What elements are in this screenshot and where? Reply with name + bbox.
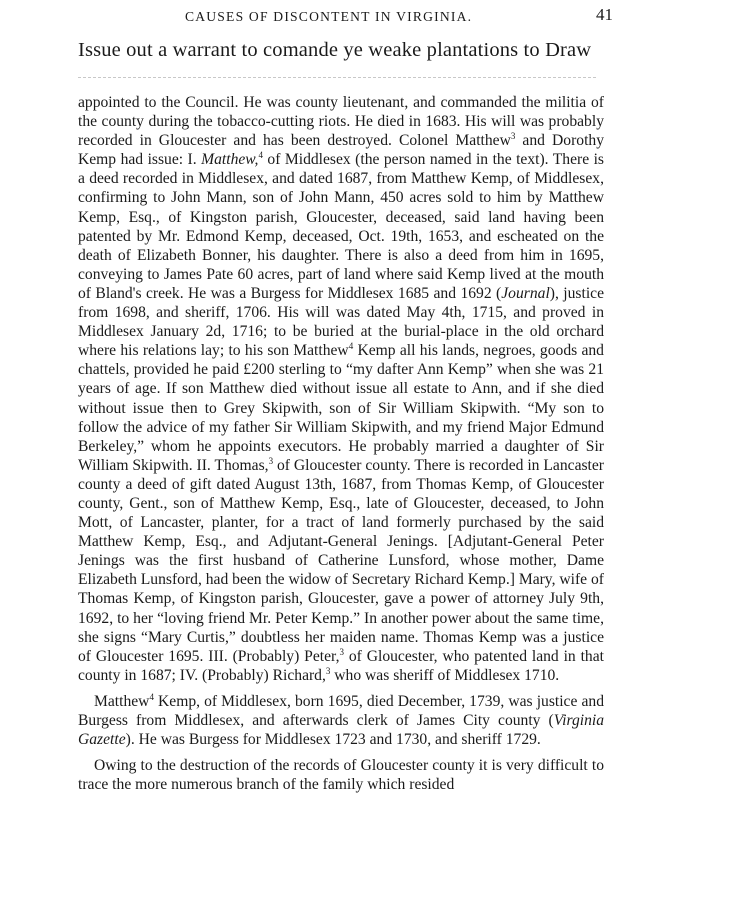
footnote-body [78,93,604,794]
text-run: Kemp, of Middlesex, born 1695, died December, 1739, was justice and Burgess from Middlesex, and afterwards clerk of James City county ( [78,692,604,729]
paragraph [78,93,604,685]
text-run: ). He was Burgess for Middlesex 1723 and 1730, and sheriff 1729. [125,731,541,749]
footnote-marker: 3 [325,665,331,676]
divider-rule [78,77,596,78]
footnote-marker: 3 [268,455,274,466]
page-number: 41 [596,5,613,24]
text-run: who was sheriff of Middlesex 1710. [330,666,560,684]
text-run: ), justice from 1698, and sheriff, 1706. His will was dated May 4th, 1715, and proved in Middlesex January 2d, 1716; to be buried at the burial-place in the old orchard where his relations lay; to his son Matthew [78,284,605,360]
italic-text: Virginia Gazette [78,712,604,749]
running-head: CAUSES OF DISCONTENT IN VIRGINIA. [185,9,473,24]
page-header [0,4,741,28]
text-run: of Middlesex (the person named in the text). There is a deed recorded in Middlesex, and dated 1687, from Matthew Kemp, of Middlesex, confirming to John Mann, son of John Mann, 450 acres sold to him by Matthew Kemp, Esq., of Kingston parish, Gloucester, deceased, said land having been patented by Mr. Edmond Kemp, deceased, Oct. 19th, 1653, and escheated on the death of Elizabeth Bonner, his daughter. There is also a deed from him in 1695, conveying to James Pate 60 acres, part of land where said Kemp lived at the mouth of Bland's creek. He was a Burgess for Middlesex 1685 and 1692 ( [78,151,604,302]
paragraph [78,692,604,749]
text-run: and Dorothy Kemp had issue: I. [78,132,604,169]
footnote-marker: 4 [258,150,263,161]
text-run: of Gloucester, who patented land in that county in 1687; IV. (Probably) Richard, [78,647,604,684]
paragraph [78,756,604,794]
text-run: Owing to the destruction of the records of Gloucester county it is very difficult to trace the more numerous branch of the family which resided [78,757,604,794]
italic-text: Journal [501,284,550,302]
text-run: Matthew [94,692,150,710]
text-run: of Gloucester county. There is recorded in Lancaster county a deed of gift dated August 13th, 1687, from Thomas Kemp, of Gloucester county, Gent., son of Matthew Kemp, Esq., late of Gloucester, deceased, to John Mott, of Lancaster, planter, for a tract of land formerly purchased by the said Matthew Kemp, Esq., and Adjutant-General Jenings. [Adjutant-General Peter Jenings was the first husband of Catherine Lunsford, whose mother, Dame Elizabeth Lunsford, had been the widow of Secretary Richard Kemp.] Mary, wife of Thomas Kemp, of Kingston parish, Gloucester, gave a power of attorney July 9th, 1692, to her “loving friend Mr. Peter Kemp.” In another power about the same time, she signs “Mary Curtis,” doubtless her maiden name. Thomas Kemp was a justice of Gloucester 1695. III. (Probably) Peter, [78,456,604,665]
italic-text: Matthew, [201,151,259,169]
footnote-marker: 3 [510,131,516,142]
text-run: appointed to the Council. He was county lieutenant, and commanded the militia of the county during the tobacco-cutting riots. He died in 1683. His will was probably recorded in Gloucester and has been destroyed. Colonel Matthew [78,94,604,150]
footnote-marker: 4 [149,691,154,702]
text-run: Kemp all his lands, negroes, goods and chattels, provided he paid £200 sterling to “my dafter Ann Kemp” when she was 21 years of age. If son Matthew died without issue all estate to Ann, and if she died without issue then to Grey Skipwith, son of Sir William Skipwith. “My son to follow the advice of my father Sir William Skipwith, and my friend Major Edmund Berkeley,” whom he appoints executors. He probably married a daughter of Sir William Skipwith. II. Thomas, [78,342,604,474]
quoted-text-line: Issue out a warrant to comande ye weake plantations to Draw [78,39,592,61]
footnote-marker: 4 [348,341,354,352]
footnote-marker: 3 [339,646,344,657]
